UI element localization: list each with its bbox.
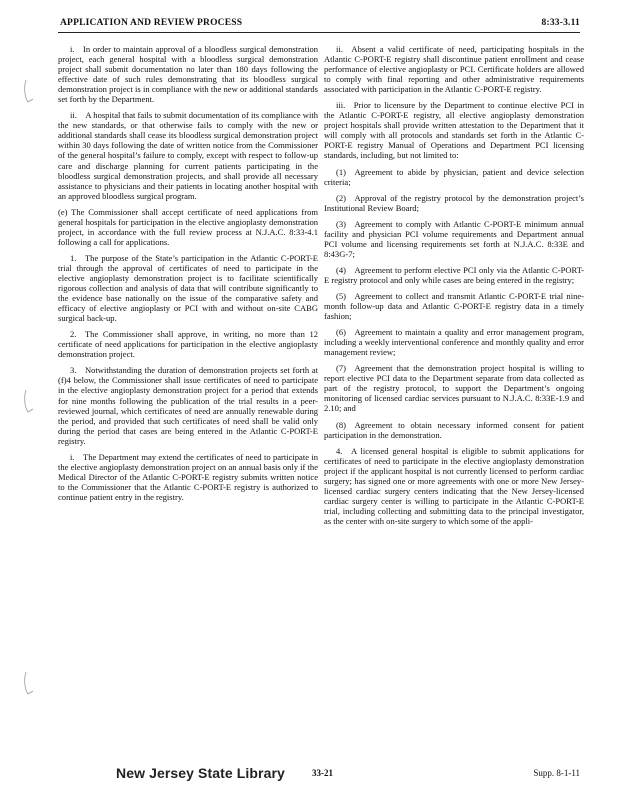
paragraph-right-ii: ii. Absent a valid certificate of need, participating hospitals in the Atlantic C-PORT-E registry shall discontinue patient enrollment and cease performance of elective angioplasty or PCI. Certificate holders are allowed to comply with final reporting and other administrative requirements associated with participation in the Atlantic C-PORT-E registry.	[324, 44, 584, 95]
paragraph-left-3: 3. Notwithstanding the duration of demonstration projects set forth at (f)4 below, the Commissioner shall issue certificates of need to participate in the elective angioplasty demonstration project for a period that extends for nine months following the publication of the trial results in a peer-reviewed journal, which certificates of need are annually renewable during the period, and provided that such certificates of need shall be valid only during the period that cases are being entered in the Atlantic C-PORT-E registry.	[58, 365, 318, 446]
paragraph-right-iii: iii. Prior to licensure by the Department to continue elective PCI in the Atlantic C-PORT-E registry, all elective angioplasty demonstration project hospitals shall provide written attestation to the Department that it will comply with all protocols and standards set forth in the Atlantic C-PORT-E registry Manual of Operations and Department PCI licensing standards, including, but not limited to:	[324, 100, 584, 161]
left-text-column	[58, 44, 318, 508]
paragraph-right-4: 4. A licensed general hospital is eligible to submit applications for certificates of need to participate in the elective angioplasty demonstration project if the applicant hospital is not currently licensed to perform cardiac surgery; has signed one or more agreements with one or more New Jersey-licensed cardiac surgery centers indicating that the New Jersey-licensed cardiac surgery center is willing to participate in the Atlantic C-PORT-E trial, including collecting and submitting data to the principal investigator, as the center with on-site surgery to which some of the appli-	[324, 445, 584, 526]
paragraph-left-3-i: i. The Department may extend the certificates of need to participate in the elective angioplasty demonstration project on an annual basis only if the Medical Director of the Atlantic C-PORT-E registry submits written notice to the Commissioner that the Atlantic C-PORT-E registry is authorized to continue patient entry in the registry.	[58, 451, 318, 502]
supplement-date: Supp. 8-1-11	[533, 768, 580, 778]
header-section-number: 8:33-3.11	[541, 18, 580, 28]
right-text-column	[324, 44, 584, 532]
paragraph-right-item-6: (6) Agreement to maintain a quality and error management program, including a weekly interventional conference and monthly quality and error management review;	[324, 327, 584, 358]
paragraph-right-item-4: (4) Agreement to perform elective PCI only via the Atlantic C-PORT-E registry protocol and only while cases are being entered in the registry;	[324, 264, 584, 285]
paragraph-right-item-7: (7) Agreement that the demonstration project hospital is willing to report elective PCI data to the Department separate from data collected as part of the registry protocol, to support the Department’s ongoing monitoring of licensed cardiac services pursuant to N.J.A.C. 8:33E-1.9 and 2.10; and	[324, 363, 584, 414]
paragraph-left-1: 1. The purpose of the State’s participation in the Atlantic C-PORT-E trial through the approval of certificates of need to participate in the elective angioplasty demonstration project is to facilitate scientifically rigorous collection and analysis of data that will contribute significantly to the evidence base nationally on the issue of the comparative safety and efficacy of elective angioplasty or PCI with and without on-site CABG surgical back-up.	[58, 252, 318, 324]
paragraph-right-item-1: (1) Agreement to abide by physician, patient and device selection criteria;	[324, 166, 584, 187]
paragraph-right-item-8: (8) Agreement to obtain necessary informed consent for patient participation in the demonstration.	[324, 419, 584, 440]
library-watermark: New Jersey State Library	[116, 765, 285, 781]
paragraph-right-item-3: (3) Agreement to comply with Atlantic C-PORT-E minimum annual facility and physician PCI volume requirements and Department annual PCI volume and licensing requirements set forth at N.J.A.C. 8:33E and 8:43G-7;	[324, 218, 584, 259]
page-footer	[58, 765, 580, 786]
paragraph-right-item-5: (5) Agreement to collect and transmit Atlantic C-PORT-E trial nine-month follow-up data and Atlantic C-PORT-E registry data in a timely fashion;	[324, 290, 584, 322]
margin-bracket-mark	[22, 670, 36, 698]
header-section-title: APPLICATION AND REVIEW PROCESS	[60, 18, 243, 28]
margin-bracket-mark	[22, 388, 36, 416]
paragraph-left-e: (e) The Commissioner shall accept certificate of need applications from general hospitals for participation in the elective angioplasty demonstration project, in accordance with the full review process at N.J.A.C. 8:33-4.1 following a call for applications.	[58, 206, 318, 247]
paragraph-left-ii: ii. A hospital that fails to submit documentation of its compliance with the new standards, or that otherwise fails to comply with the new or additional standards shall cease its bloodless surgical demonstration project within 30 days following the date of written notice from the Commissioner of the general hospital’s failure to comply, except with respect to follow-up care and discharge planning for current patients participating in the bloodless surgical demonstration projects, and shall provide all necessary assistance to physicians and their patients in locating another hospital with an approved bloodless surgical program.	[58, 110, 318, 201]
margin-bracket-mark	[22, 78, 36, 106]
paragraph-left-2: 2. The Commissioner shall approve, in writing, no more than 12 certificate of need applications for participation in the elective angioplasty demonstration project.	[58, 329, 318, 360]
paragraph-left-i: i. In order to maintain approval of a bloodless surgical demonstration project, each general hospital with a bloodless surgical demonstration project shall submit documentation no later than 180 days following the effective date of such rules demonstrating that its bloodless surgical demonstration project is in compliance with the new or additional standards set forth by the Department.	[58, 44, 318, 105]
paragraph-right-item-2: (2) Approval of the registry protocol by the demonstration project’s Institutional Review Board;	[324, 192, 584, 213]
running-header	[58, 16, 580, 33]
page-number: 33-21	[312, 768, 333, 778]
